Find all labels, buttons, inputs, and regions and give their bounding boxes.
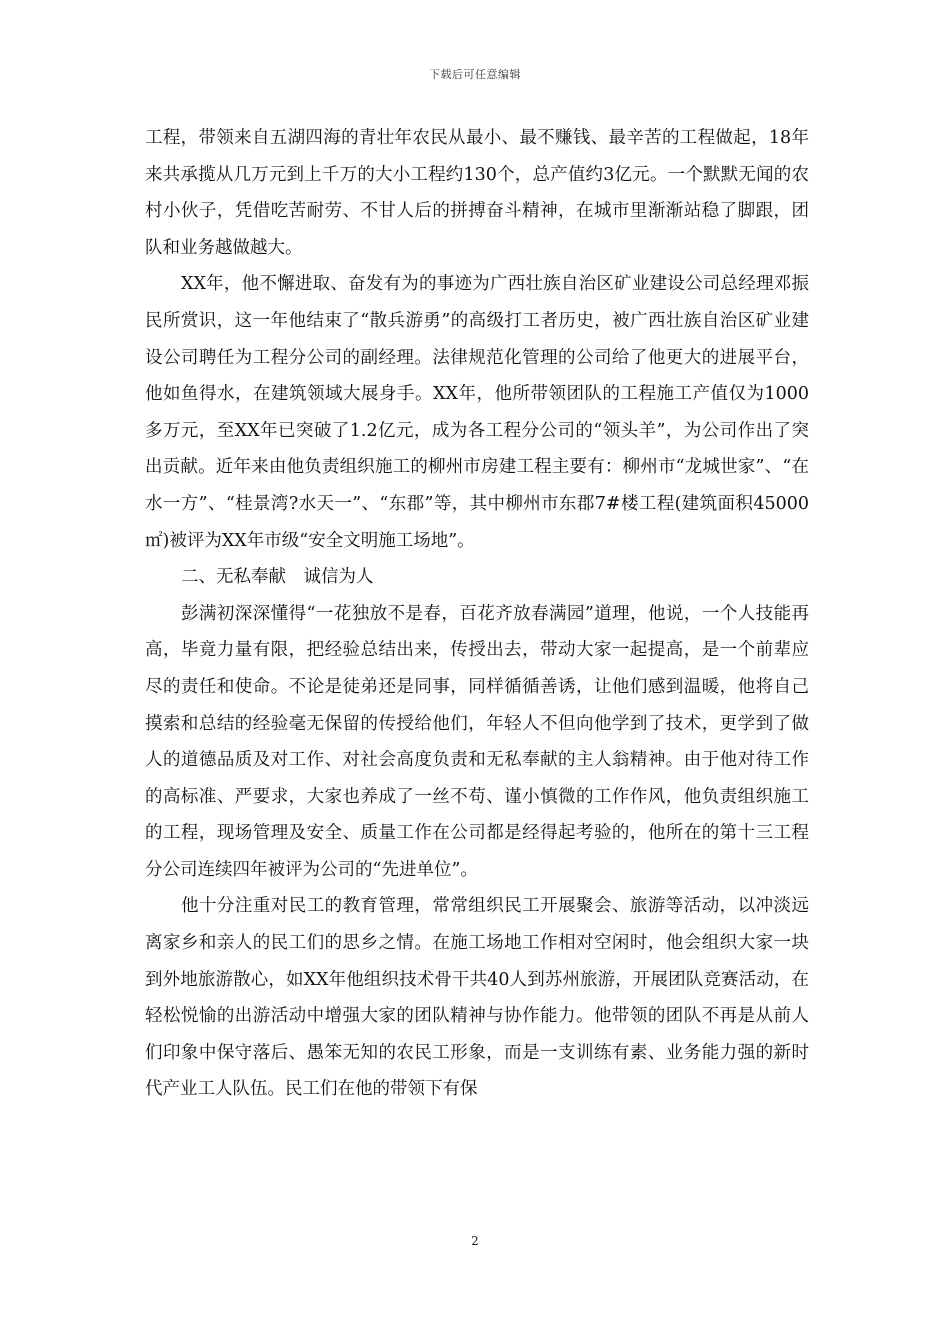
page-header: 下载后可任意编辑: [429, 68, 521, 81]
paragraph-3: 彭满初深深懂得“一花独放不是春，百花齐放春满园”道理，他说，一个人技能再高，毕竟力量有限，把经验总结出来，传授出去，带动大家一起提高，是一个前辈应尽的责任和使命。不论是徒弟还是同事，同样循循善诱，让他们感到温暖，他将自己摸索和总结的经验毫无保留的传授给他们，年轻人不但向他学到了技术，更学到了做人的道德品质及对工作、对社会高度负责和无私奉献的主人翁精神。由于他对待工作的高标准、严要求，大家也养成了一丝不苟、谨小慎微的工作作风，他负责组织施工的工程，现场管理及安全、质量工作在公司都是经得起考验的，他所在的第十三工程分公司连续四年被评为公司的“先进单位”。: [145, 603, 809, 880]
document-body: [145, 120, 809, 1108]
page-number: 2: [471, 1234, 479, 1248]
paragraph-4: 他十分注重对民工的教育管理，常常组织民工开展聚会、旅游等活动，以冲淡远离家乡和亲人的民工们的思乡之情。在施工场地工作相对空闲时，他会组织大家一块到外地旅游散心，如XX年他组织技术骨干共40人到苏州旅游，开展团队竞赛活动，在轻松悦愉的出游活动中增强大家的团队精神与协作能力。他带领的团队不再是从前人们印象中保守落后、愚笨无知的农民工形象，而是一支训练有素、业务能力强的新时代产业工人队伍。民工们在他的带领下有保: [145, 896, 809, 1100]
paragraph-2: XX年，他不懈进取、奋发有为的事迹为广西壮族自治区矿业建设公司总经理邓振民所赏识，这一年他结束了“散兵游勇”的高级打工者历史，被广西壮族自治区矿业建设公司聘任为工程分公司的副经理。法律规范化管理的公司给了他更大的进展平台，他如鱼得水，在建筑领域大展身手。XX年，他所带领团队的工程施工产值仅为1000多万元，至XX年已突破了1.2亿元，成为各工程分公司的“领头羊”，为公司作出了突出贡献。近年来由他负责组织施工的柳州市房建工程主要有：柳州市“龙城世家”、“在水一方”、“桂景湾?水天一”、“东郡”等，其中柳州市东郡7#楼工程(建筑面积45000㎡)被评为XX年市级“安全文明施工场地”。: [145, 274, 809, 551]
section-heading: 二、无私奉献 诚信为人: [181, 567, 374, 588]
paragraph-1: 工程，带领来自五湖四海的青壮年农民从最小、最不赚钱、最辛苦的工程做起，18年来共承揽从几万元到上千万的大小工程约130个，总产值约3亿元。一个默默无闻的农村小伙子，凭借吃苦耐劳、不甘人后的拼搏奋斗精神，在城市里渐渐站稳了脚跟，团队和业务越做越大。: [145, 128, 809, 258]
